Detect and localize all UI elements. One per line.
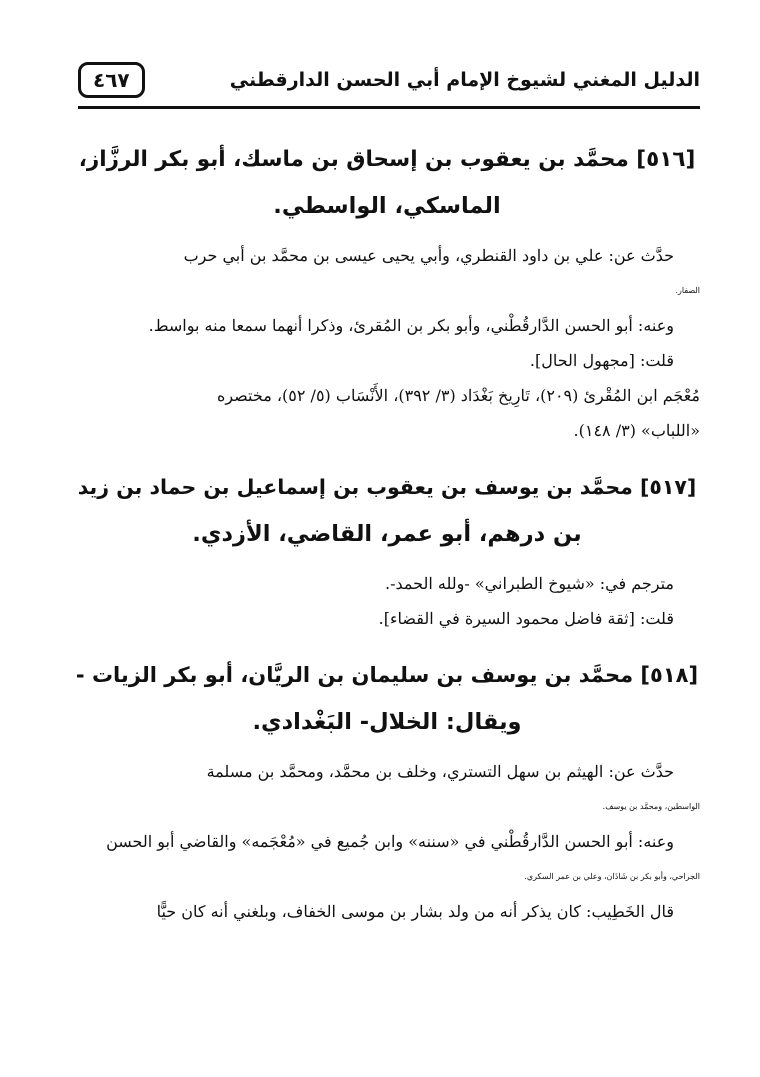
text-line: حدَّث عن: علي بن داود القنطري، وأبي يحيى عيسى بن محمَّد بن أبي حرب bbox=[183, 246, 674, 265]
paragraph bbox=[74, 824, 700, 894]
running-title: الدليل المغني لشيوخ الإمام أبي الحسن الدارقطني bbox=[229, 69, 700, 91]
text-line: مُعْجَم ابن المُقْرئ (٢٠٩)، تَارِيخ بَغْدَاد (٣/ ٣٩٢)، الأَنْسَاب (٥/ ٥٢)، مختصره bbox=[216, 386, 700, 405]
text-line: الواسطين، ومحمَّد بن يوسف. bbox=[602, 802, 700, 811]
entry-title-line: [٥١٦] محمَّد بن يعقوب بن إسحاق بن ماسك، أبو بكر الرزَّاز، bbox=[78, 147, 696, 172]
text-line: الجراحي، وأبو بكر بن شَاذَان، وعلي بن عمر السكري. bbox=[524, 872, 700, 881]
paragraph bbox=[74, 343, 700, 378]
entry-title-line: الماسكي، الواسطي. bbox=[273, 193, 501, 219]
entry-title-line: [٥١٨] محمَّد بن يوسف بن سليمان بن الريَّان، أبو بكر الزيات - bbox=[75, 663, 699, 687]
text-line: قلت: [مجهول الحال]. bbox=[529, 351, 674, 370]
paragraph bbox=[74, 308, 700, 343]
text-line: «اللباب» (٣/ ١٤٨). bbox=[573, 421, 700, 440]
header-rule bbox=[78, 106, 700, 109]
entry-title bbox=[74, 136, 700, 230]
page-content bbox=[74, 126, 700, 929]
paragraph bbox=[74, 566, 700, 601]
entry-517 bbox=[74, 464, 700, 636]
text-line: قال الخَطِيب: كان يذكر أنه من ولد بشار بن موسى الخفاف، وبلغني أنه كان حيًّا bbox=[156, 902, 674, 921]
entry-title-line: ويقال: الخلال- البَغْدادي. bbox=[252, 709, 522, 735]
entry-title-line: [٥١٧] محمَّد بن يوسف بن يعقوب بن إسماعيل بن حماد بن زيد bbox=[77, 475, 697, 499]
entry-title bbox=[74, 464, 700, 558]
text-line: قلت: [ثقة فاضل محمود السيرة في القضاء]. bbox=[378, 609, 674, 628]
entry-title-line: بن درهم، أبو عمر، القاضي، الأزدي. bbox=[192, 521, 582, 547]
text-line: مترجم في: «شيوخ الطبراني» -ولله الحمد-. bbox=[385, 574, 674, 593]
paragraph bbox=[74, 894, 700, 929]
text-line: وعنه: أبو الحسن الدَّارقُطْني، وأبو بكر بن المُقرئ، وذكرا أنهما سمعا منه بواسط. bbox=[148, 316, 674, 335]
page-number: ٤٦٧ bbox=[78, 62, 145, 98]
references-paragraph bbox=[74, 378, 700, 448]
paragraph bbox=[74, 754, 700, 824]
entry-516 bbox=[74, 136, 700, 448]
text-line: حدَّث عن: الهيثم بن سهل التستري، وخلف بن محمَّد، ومحمَّد بن مسلمة bbox=[206, 762, 674, 781]
text-line: وعنه: أبو الحسن الدَّارقُطْني في «سننه» وابن جُميع في «مُعْجَمه» والقاضي أبو الحسن bbox=[106, 832, 674, 851]
paragraph bbox=[74, 601, 700, 636]
text-line: الصفار. bbox=[675, 286, 700, 295]
page-header bbox=[78, 58, 700, 102]
entry-title bbox=[74, 652, 700, 746]
entry-518 bbox=[74, 652, 700, 929]
paragraph bbox=[74, 238, 700, 308]
